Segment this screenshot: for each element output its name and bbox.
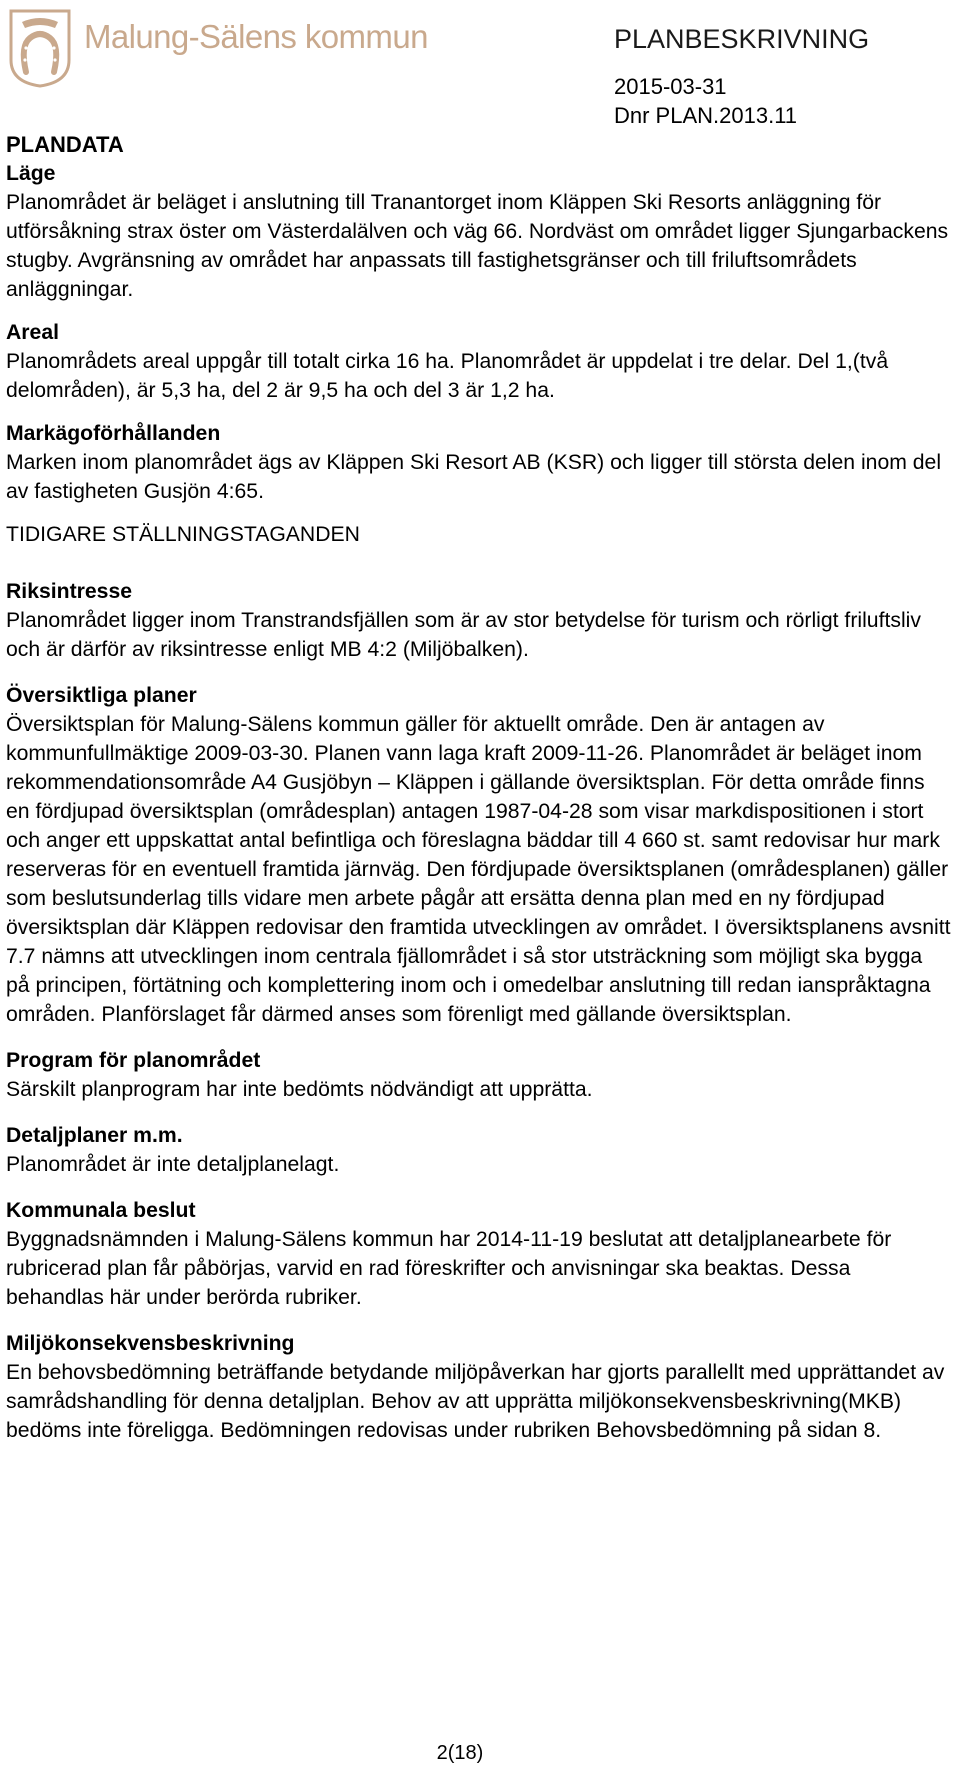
municipality-logo-icon [8, 8, 72, 88]
heading-miljokonsekvens: Miljökonsekvensbeskrivning [6, 1332, 295, 1355]
heading-riksintresse: Riksintresse [6, 580, 133, 603]
section-riksintresse [6, 577, 951, 664]
section-lage [6, 159, 951, 304]
paragraph-markagoforhallanden: Marken inom planområdet ägs av Kläppen Ski Resort AB (KSR) och ligger till största delen inom del av fastigheten Gusjön 4:65. [6, 451, 942, 503]
paragraph-detaljplaner: Planområdet är inte detaljplanelagt. [6, 1153, 340, 1176]
section-program [6, 1046, 951, 1104]
heading-areal: Areal [6, 321, 59, 344]
paragraph-oversiktliga-planer: Översiktsplan för Malung-Sälens kommun gäller för aktuellt område. Den är antagen av kommunfullmäktige 2009-03-30. Planen vann laga kraft 2009-11-26. Planområdet är beläget inom rekommendationsområde A4 Gusjöbyn – Kläppen i gällande översiktsplan. För detta område finns en fördjupad översiktsplan (områdesplan) antagen 1987-04-28 som visar markdispositionen i stort och anger ett uppskattat antal befintliga och föreslagna bäddar till 4 660 st. samt redovisar hur mark reserveras för en eventuell framtida järnväg. Den fördjupade översiktsplanen (områdesplanen) gäller som beslutsunderlag tills vidare men arbete pågår att ersätta denna plan med en ny fördjupad översiktsplan där Kläppen redovisar den framtida utvecklingen av området. I översiktsplanens avsnitt 7.7 nämns att utvecklingen inom centrala fjällområdet i så stor utsträckning som möjligt ska bygga på principen, förtätning och komplettering inom och i omedelbar anslutning till redan ianspråktagna områden. Planförslaget får därmed anses som förenligt med gällande översiktsplan. [6, 713, 951, 1026]
section-oversiktliga-planer [6, 681, 951, 1029]
page-header [0, 0, 960, 128]
logo-text: Malung-Sälens kommun [84, 18, 428, 55]
heading-oversiktliga-planer: Översiktliga planer [6, 684, 197, 707]
heading-kommunala-beslut: Kommunala beslut [6, 1199, 196, 1222]
page-number: 2(18) [436, 1742, 484, 1764]
heading-markagoforhallanden: Markägoförhållanden [6, 422, 221, 445]
section-miljokonsekvens [6, 1329, 951, 1445]
document-type: PLANBESKRIVNING [614, 24, 870, 54]
heading-detaljplaner: Detaljplaner m.m. [6, 1124, 183, 1147]
heading-lage: Läge [6, 162, 56, 185]
heading-program: Program för planområdet [6, 1049, 261, 1072]
section-detaljplaner [6, 1121, 951, 1179]
paragraph-lage: Planområdet är beläget i anslutning till Tranantorget inom Kläppen Ski Resorts anläggning för utförsåkning strax öster om Västerdalälven och väg 66. Nordväst om området ligger Sjungarbackens stugby. Avgränsning av området har anpassats till fastighetsgränser och till friluftsområdets anläggningar. [6, 191, 949, 301]
document-body [6, 130, 951, 1445]
document-reference: Dnr PLAN.2013.11 [614, 103, 798, 128]
paragraph-kommunala-beslut: Byggnadsnämnden i Malung-Sälens kommun har 2014-11-19 beslutat att detaljplanearbete för rubricerad plan får påbörjas, varvid en rad föreskrifter och anvisningar ska beaktas. Dessa behandlas här under berörda rubriker. [6, 1228, 892, 1309]
paragraph-program: Särskilt planprogram har inte bedömts nödvändigt att upprätta. [6, 1078, 593, 1101]
section-markagoforhallanden [6, 419, 951, 506]
document-date: 2015-03-31 [614, 74, 727, 99]
section-kommunala-beslut [6, 1196, 951, 1312]
heading-tidigare-stallningstaganden: TIDIGARE STÄLLNINGSTAGANDEN [6, 523, 360, 546]
heading-plandata: PLANDATA [6, 132, 124, 157]
section-areal [6, 318, 951, 405]
paragraph-riksintresse: Planområdet ligger inom Transtrandsfjällen som är av stor betydelse för turism och rörligt friluftsliv och är därför av riksintresse enligt MB 4:2 (Miljöbalken). [6, 609, 921, 661]
paragraph-miljokonsekvens: En behovsbedömning beträffande betydande miljöpåverkan har gjorts parallellt med upprättandet av samrådshandling för denna detaljplan. Behov av att upprätta miljökonsekvensbeskrivning(MKB) bedöms inte föreligga. Bedömningen redovisas under rubriken Behovsbedömning på sidan 8. [6, 1361, 945, 1442]
paragraph-areal: Planområdets areal uppgår till totalt cirka 16 ha. Planområdet är uppdelat i tre delar. Del 1,(två delområden), är 5,3 ha, del 2 är 9,5 ha och del 3 är 1,2 ha. [6, 350, 889, 402]
